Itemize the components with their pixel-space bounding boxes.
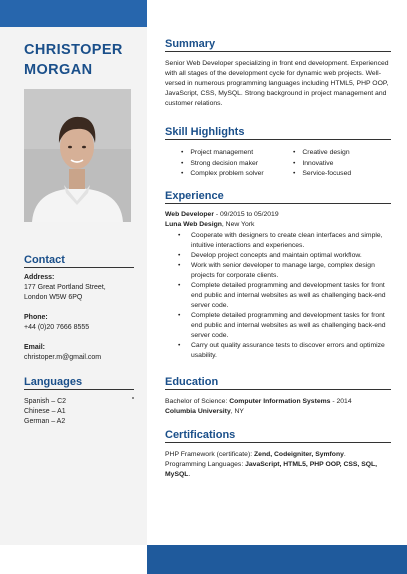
school-line bbox=[165, 407, 393, 417]
phone-number: +44 (0)20 7666 8555 bbox=[24, 324, 90, 331]
company-location: , New York bbox=[221, 221, 255, 228]
list-item: • Complete detailed programming and development tasks for front end public and internal websites as well as challenging back-end server code. bbox=[178, 311, 392, 341]
stray-dot bbox=[132, 397, 134, 399]
certification-line-1 bbox=[165, 450, 393, 460]
bottom-accent-bar bbox=[147, 545, 407, 574]
first-name: CHRISTOPER bbox=[24, 42, 123, 58]
languages-heading: Languages bbox=[24, 376, 134, 390]
experience-heading: Experience bbox=[165, 190, 391, 204]
skills-right-column bbox=[293, 148, 351, 180]
degree-line bbox=[165, 397, 393, 407]
summary-text: Senior Web Developer specializing in front end development. Experienced with all stages of the development cycle for dynamic web projects. Well-versed in numerous programming languages including HTML5, PHP OOP, JavaScript, CSS, MySQL. Strong background in project management and customer relations. bbox=[165, 60, 389, 107]
skill-item: • Strong decision maker bbox=[181, 159, 264, 170]
contact-heading: Contact bbox=[24, 254, 134, 268]
list-item: • Carry out quality assurance tests to discover errors and optimize usability. bbox=[178, 341, 392, 361]
experience-bullets bbox=[178, 231, 392, 361]
language-item: German – A2 bbox=[24, 418, 66, 425]
last-name: MORGAN bbox=[24, 62, 93, 78]
certification-value: JavaScript, HTML5, PHP OOP, CSS, SQL, MySQL bbox=[165, 461, 378, 478]
skill-item: • Project management bbox=[181, 148, 264, 159]
school-location: , NY bbox=[230, 408, 244, 415]
candidate-name bbox=[24, 40, 144, 80]
skill-item: • Service-focused bbox=[293, 169, 351, 180]
skill-item: • Creative design bbox=[293, 148, 351, 159]
list-item: • Work with senior developer to manage large, complex design projects for corporate clients. bbox=[178, 261, 392, 281]
certification-suffix: . bbox=[188, 471, 191, 478]
list-item: • Develop project concepts and maintain optimal workflow. bbox=[178, 251, 392, 261]
job-dates: - 09/2015 to 05/2019 bbox=[213, 211, 279, 218]
degree-prefix: Bachelor of Science: bbox=[165, 398, 230, 405]
email-label: Email: bbox=[24, 344, 46, 351]
education-heading: Education bbox=[165, 376, 391, 390]
list-item: • Cooperate with designers to create clean interfaces and simple, intuitive interactions and experiences. bbox=[178, 231, 392, 251]
certification-label: Programming Languages: bbox=[165, 461, 246, 468]
job-title: Web Developer bbox=[165, 211, 214, 218]
certification-value: Zend, Codeigniter, Symfony bbox=[254, 451, 344, 458]
address-label: Address: bbox=[24, 274, 55, 281]
list-item: • Complete detailed programming and development tasks for front end public and internal websites as well as challenging back-end server code. bbox=[178, 281, 392, 311]
skill-item: • Complex problem solver bbox=[181, 169, 264, 180]
language-item: Spanish – C2 bbox=[24, 398, 67, 405]
phone-label: Phone: bbox=[24, 314, 48, 321]
degree-year: - 2014 bbox=[330, 398, 352, 405]
job-title-line bbox=[165, 210, 393, 220]
school-name: Columbia University bbox=[165, 408, 231, 415]
skill-item: • Innovative bbox=[293, 159, 351, 170]
skills-heading: Skill Highlights bbox=[165, 126, 391, 140]
summary-heading: Summary bbox=[165, 38, 391, 52]
language-item: Chinese – A1 bbox=[24, 408, 66, 415]
email-address[interactable]: christoper.m@gmail.com bbox=[24, 354, 102, 361]
skills-left-column bbox=[181, 148, 264, 180]
portrait-image bbox=[24, 89, 131, 222]
company-line bbox=[165, 220, 393, 230]
certifications-heading: Certifications bbox=[165, 429, 391, 443]
certification-label: PHP Framework (certificate): bbox=[165, 451, 255, 458]
company-name: Luna Web Design bbox=[165, 221, 222, 228]
address-line-1: 177 Great Portland Street, bbox=[24, 284, 106, 291]
top-accent-bar bbox=[0, 0, 147, 27]
address-line-2: London W5W 6PQ bbox=[24, 294, 83, 301]
profile-photo bbox=[24, 89, 131, 222]
certification-line-2 bbox=[165, 460, 393, 480]
degree-field: Computer Information Systems bbox=[229, 398, 331, 405]
certification-suffix: . bbox=[343, 451, 346, 458]
